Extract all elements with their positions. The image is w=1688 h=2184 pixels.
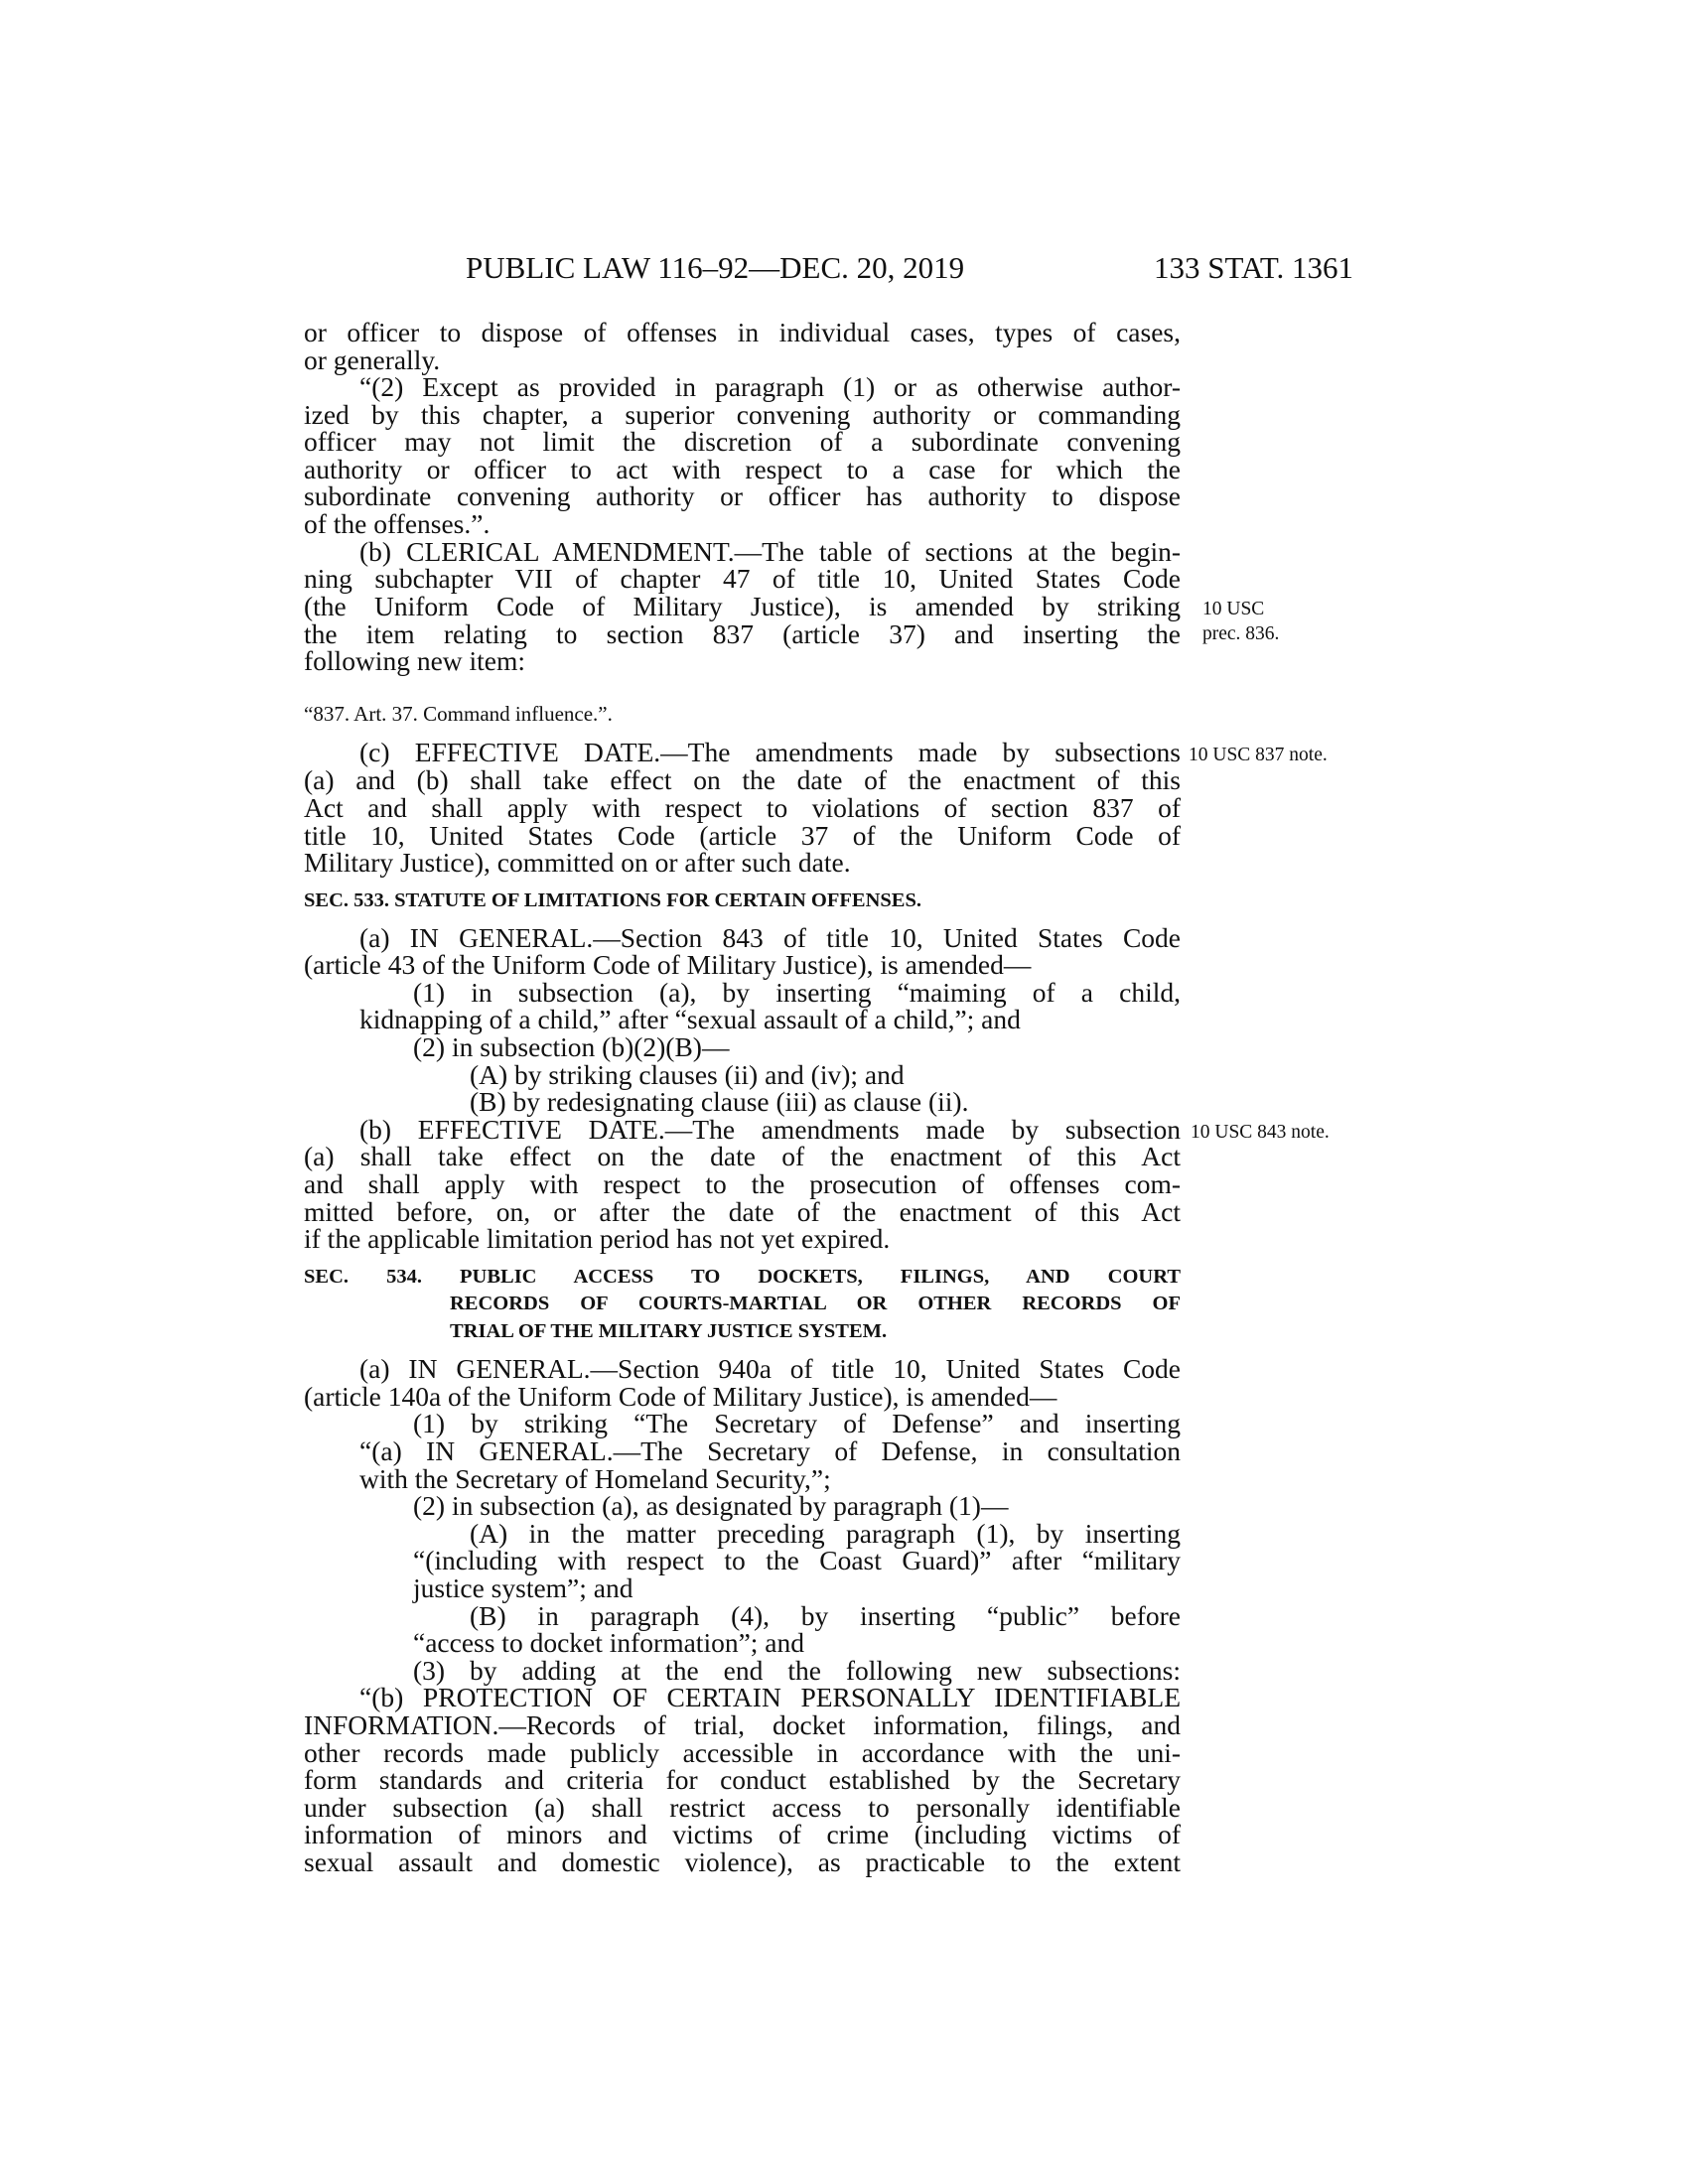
text-line: (b) EFFECTIVE DATE.—The amendments made by subsection [359, 1114, 1181, 1145]
text-line: kidnapping of a child,” after “sexual assault of a child,”; and [359, 1004, 1021, 1034]
text-line: information of minors and victims of crime (including victims of [304, 1819, 1181, 1849]
text-line: (a) IN GENERAL.—Section 843 of title 10, United States Code [359, 922, 1181, 953]
text-line: (c) EFFECTIVE DATE.—The amendments made by subsections [359, 737, 1181, 767]
text-line: “(a) IN GENERAL.—The Secretary of Defense, in consultation [359, 1435, 1181, 1466]
text-line: (2) in subsection (a), as designated by paragraph (1)— [413, 1490, 1009, 1521]
text-line: following new item: [304, 645, 526, 676]
text-line: title 10, United States Code (article 37 of the Uniform Code of [304, 820, 1181, 851]
margin-note: 10 USC [1202, 599, 1265, 619]
text-line: “(2) Except as provided in paragraph (1) or as otherwise author- [359, 371, 1181, 402]
margin-note: prec. 836. [1202, 623, 1280, 644]
text-line: (article 43 of the Uniform Code of Military Justice), is amended— [304, 949, 1032, 980]
text-line: (A) by striking clauses (ii) and (iv); and [470, 1059, 905, 1090]
text-line: or officer to dispose of offenses in individual cases, types of cases, [304, 317, 1181, 347]
text-line: “(b) PROTECTION OF CERTAIN PERSONALLY IDENTIFIABLE [359, 1682, 1181, 1712]
section-heading-534-cont: TRIAL OF THE MILITARY JUSTICE SYSTEM. [450, 1320, 888, 1342]
text-line: ized by this chapter, a superior convening authority or commanding [304, 399, 1181, 430]
text-line: and shall apply with respect to the prosecution of offenses com- [304, 1168, 1181, 1199]
text-line: (1) in subsection (a), by inserting “maiming of a child, [413, 977, 1181, 1008]
text-line: “(including with respect to the Coast Guard)” after “military [413, 1545, 1181, 1575]
text-line: authority or officer to act with respect to a case for which the [304, 454, 1181, 484]
text-line: (a) and (b) shall take effect on the date of the enactment of this [304, 764, 1181, 795]
text-line: (1) by striking “The Secretary of Defense” and inserting [413, 1408, 1181, 1438]
text-line: under subsection (a) shall restrict access to personally identifiable [304, 1792, 1181, 1823]
margin-note: 10 USC 837 note. [1189, 745, 1328, 765]
text-line: with the Secretary of Homeland Security,”; [359, 1463, 831, 1494]
section-heading-534-cont: RECORDS OF COURTS-MARTIAL OR OTHER RECORDS OF [450, 1293, 1181, 1314]
text-line: (article 140a of the Uniform Code of Military Justice), is amended— [304, 1381, 1057, 1412]
text-line: ning subchapter VII of chapter 47 of title 10, United States Code [304, 563, 1181, 594]
text-line: (2) in subsection (b)(2)(B)— [413, 1031, 730, 1062]
text-line: INFORMATION.—Records of trial, docket information, filings, and [304, 1709, 1181, 1740]
text-line: “access to docket information”; and [413, 1627, 805, 1658]
margin-note: 10 USC 843 note. [1191, 1122, 1330, 1143]
text-line: sexual assault and domestic violence), as practicable to the extent [304, 1846, 1181, 1877]
text-line: officer may not limit the discretion of a subordinate convening [304, 426, 1181, 457]
running-header-stat-page: 133 STAT. 1361 [1154, 250, 1354, 285]
text-line: of the offenses.”. [304, 508, 491, 539]
text-line: (b) CLERICAL AMENDMENT.—The table of sections at the begin- [359, 536, 1181, 567]
section-heading-533: SEC. 533. STATUTE OF LIMITATIONS FOR CERTAIN OFFENSES. [304, 889, 921, 911]
text-line: mitted before, on, or after the date of the enactment of this Act [304, 1196, 1181, 1227]
text-line: (a) IN GENERAL.—Section 940a of title 10, United States Code [359, 1353, 1181, 1384]
text-line: form standards and criteria for conduct established by the Secretary [304, 1764, 1181, 1795]
text-line: (a) shall take effect on the date of the enactment of this Act [304, 1141, 1181, 1171]
text-line: subordinate convening authority or officer has authority to dispose [304, 480, 1181, 511]
section-heading-534: SEC. 534. PUBLIC ACCESS TO DOCKETS, FILINGS, AND COURT [304, 1266, 1181, 1288]
text-line: other records made publicly accessible in accordance with the uni- [304, 1737, 1181, 1768]
text-line: Military Justice), committed on or after such date. [304, 847, 851, 878]
text-line: the item relating to section 837 (article 37) and inserting the [304, 618, 1181, 649]
text-line: justice system”; and [413, 1572, 633, 1603]
text-line: (3) by adding at the end the following new subsections: [413, 1655, 1181, 1686]
table-of-sections-item: “837. Art. 37. Command influence.”. [304, 702, 613, 726]
text-line: (B) by redesignating clause (iii) as clause (ii). [470, 1086, 969, 1117]
text-line: (B) in paragraph (4), by inserting “public” before [470, 1600, 1181, 1631]
text-line: (the Uniform Code of Military Justice), is amended by striking [304, 591, 1181, 621]
running-header-law: PUBLIC LAW 116–92—DEC. 20, 2019 [466, 250, 965, 285]
text-line: or generally. [304, 344, 441, 375]
text-line: if the applicable limitation period has not yet expired. [304, 1223, 891, 1254]
text-line: Act and shall apply with respect to violations of section 837 of [304, 792, 1181, 823]
text-line: (A) in the matter preceding paragraph (1), by inserting [470, 1518, 1181, 1549]
